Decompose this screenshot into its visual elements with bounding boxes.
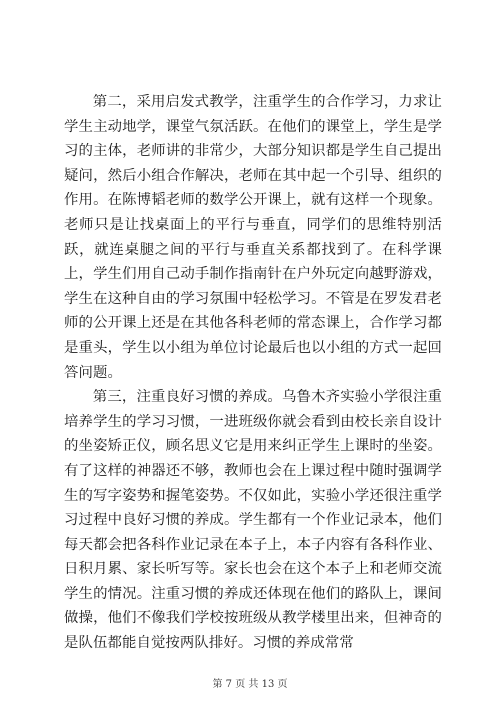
page-number: 第 7 页 共 13 页 [212,679,288,690]
page-footer [0,679,500,691]
document-body [64,90,442,656]
paragraph-3: 第三，注重良好习惯的养成。乌鲁木齐实验小学很注重培养学生的学习习惯，一进班级你就会看到由校长亲自设计的坐姿矫正仪，顾名思义它是用来纠正学生上课时的坐姿。有了这样的神器还不够，教师也会在上课过程中随时强调学生的写字姿势和握笔姿势。不仅如此，实验小学还很注重学习过程中良好习惯的养成。学生都有一个作业记录本，他们每天都会把各科作业记录在本子上，本子内容有各科作业、日积月累、家长听写等。家长也会在这个本子上和老师交流学生的情况。注重习惯的养成还体现在他们的路队上，课间做操，他们不像我们学校按班级从教学楼里出来，但神奇的是队伍都能自觉按两队排好。习惯的养成常常 [64,389,442,652]
paragraph-2: 第二，采用启发式教学，注重学生的合作学习，力求让学生主动地学，课堂气氛活跃。在他们的课堂上，学生是学习的主体，老师讲的非常少，大部分知识都是学生自己提出疑问，然后小组合作解决，老师在其中起一个引导、组织的作用。在陈博韬老师的数学公开课上，就有这样一个现象。老师只是让找桌面上的平行与垂直，同学们的思维特别活跃，就连桌腿之间的平行与垂直关系都找到了。在科学课上，学生们用自己动手制作指南针在户外玩定向越野游戏，学生在这种自由的学习氛围中轻松学习。不管是在罗发君老师的公开课上还是在其他各科老师的常态课上，合作学习都是重头，学生以小组为单位讨论最后也以小组的方式一起回答问题。 [64,94,442,381]
